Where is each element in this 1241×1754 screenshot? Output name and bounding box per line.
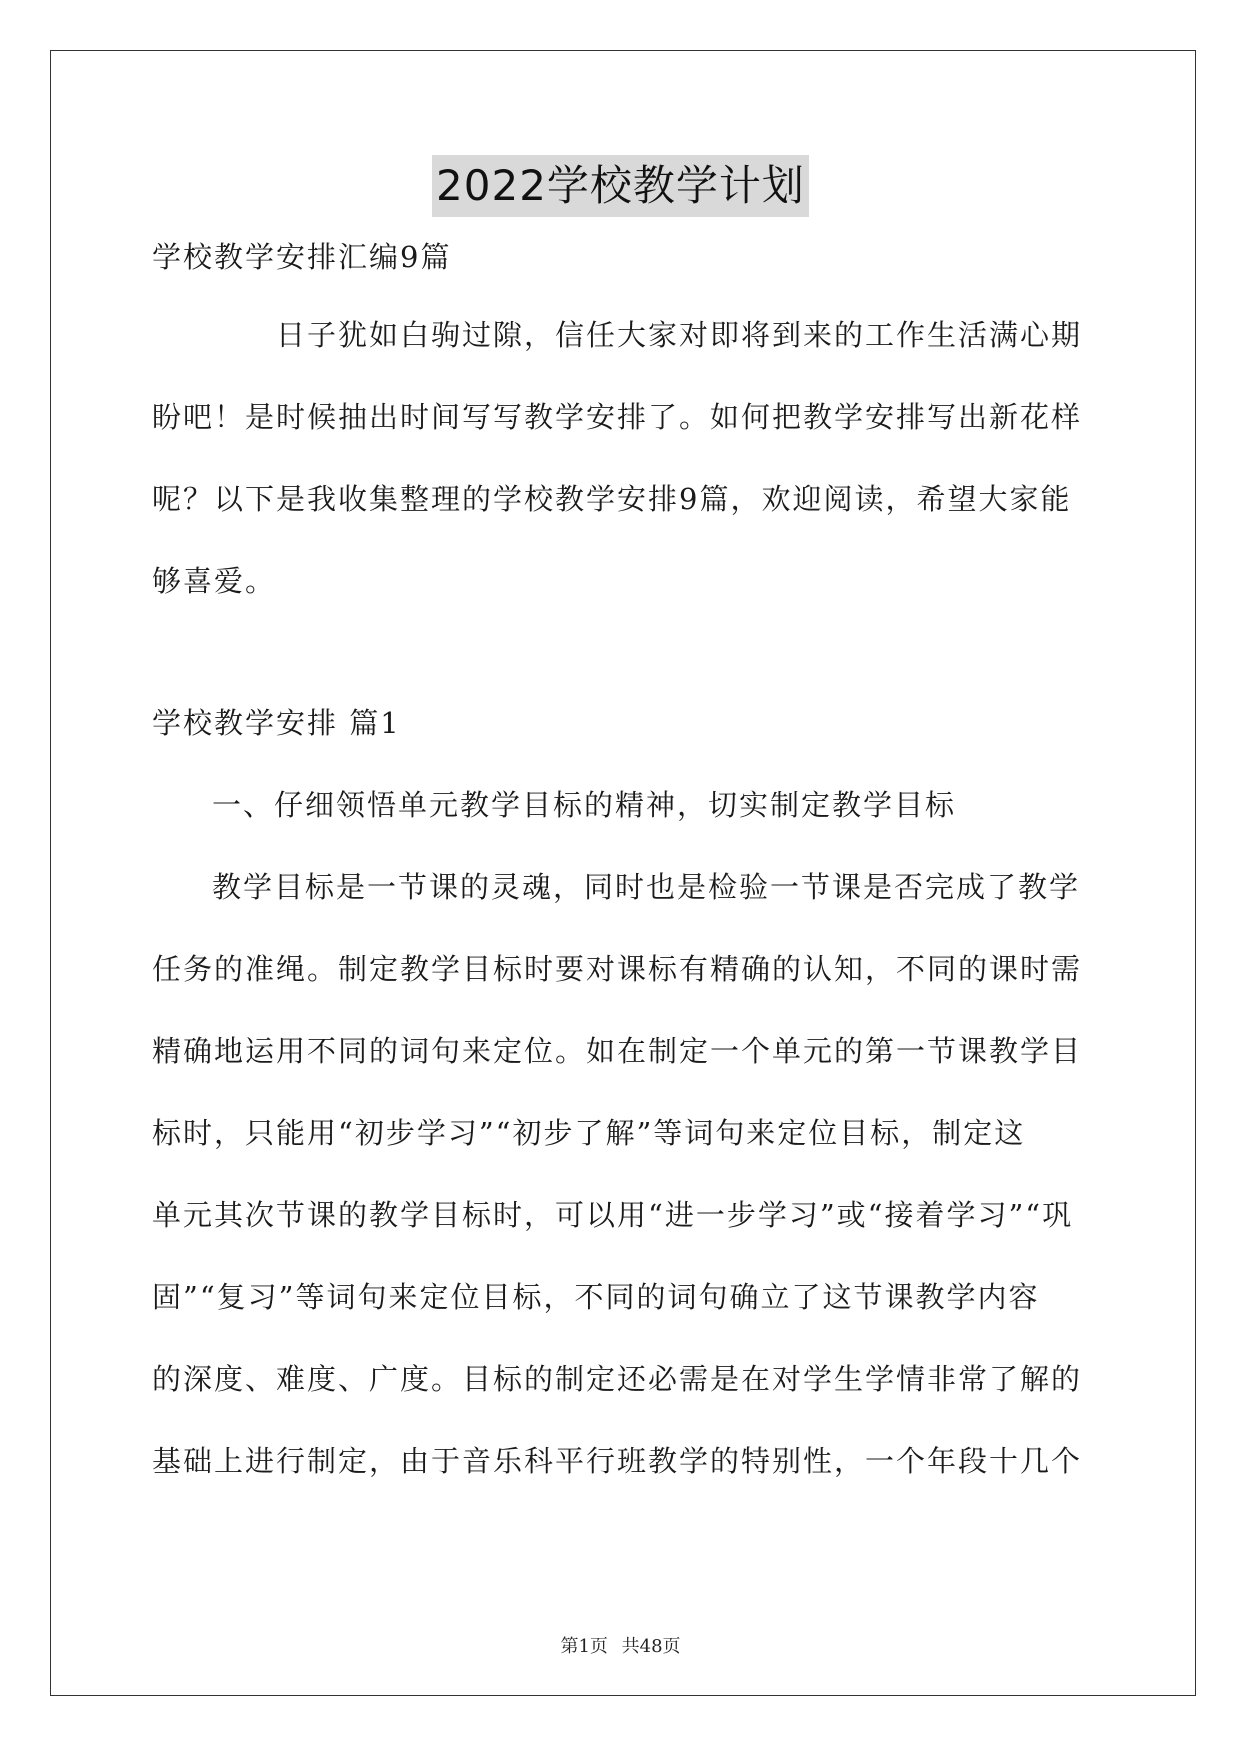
body-line: 精确地运用不同的词句来定位。如在制定一个单元的第一节课教学目 [152,1034,1083,1068]
body-line: 教学目标是一节课的灵魂，同时也是检验一节课是否完成了教学 [212,870,1081,904]
section-heading: 学校教学安排 篇1 [152,706,401,740]
intro-line: 够喜爱。 [152,564,277,598]
body-line: 任务的准绳。制定教学目标时要对课标有精确的认知，不同的课时需 [152,952,1083,986]
point-heading: 一、仔细领悟单元教学目标的精神，切实制定教学目标 [212,788,957,822]
body-line: 固”“复习”等词句来定位目标，不同的词句确立了这节课教学内容 [152,1280,1040,1314]
page-total: 共48页 [621,1636,681,1657]
intro-line: 盼吧！是时候抽出时间写写教学安排了。如何把教学安排写出新花样 [152,400,1083,434]
intro-line: 日子犹如白驹过隙，信任大家对即将到来的工作生活满心期 [276,318,1083,352]
document-body [152,232,1092,1502]
page-number: 第1页 [560,1636,608,1657]
body-line: 标时，只能用“初步学习”“初步了解”等词句来定位目标，制定这 [152,1116,1026,1150]
spacer [152,622,1092,682]
document-subtitle: 学校教学安排汇编9篇 [152,240,452,274]
body-line: 的深度、难度、广度。目标的制定还必需是在对学生学情非常了解的 [152,1362,1083,1396]
document-title: 2022学校教学计划 [432,155,809,217]
intro-line: 呢？以下是我收集整理的学校教学安排9篇，欢迎阅读，希望大家能 [152,482,1072,516]
title-wrap [0,155,1241,217]
body-line: 单元其次节课的教学目标时，可以用“进一步学习”或“接着学习”“巩 [152,1198,1074,1232]
body-line: 基础上进行制定，由于音乐科平行班教学的特别性，一个年段十几个 [152,1444,1083,1478]
page-footer [0,1632,1241,1658]
